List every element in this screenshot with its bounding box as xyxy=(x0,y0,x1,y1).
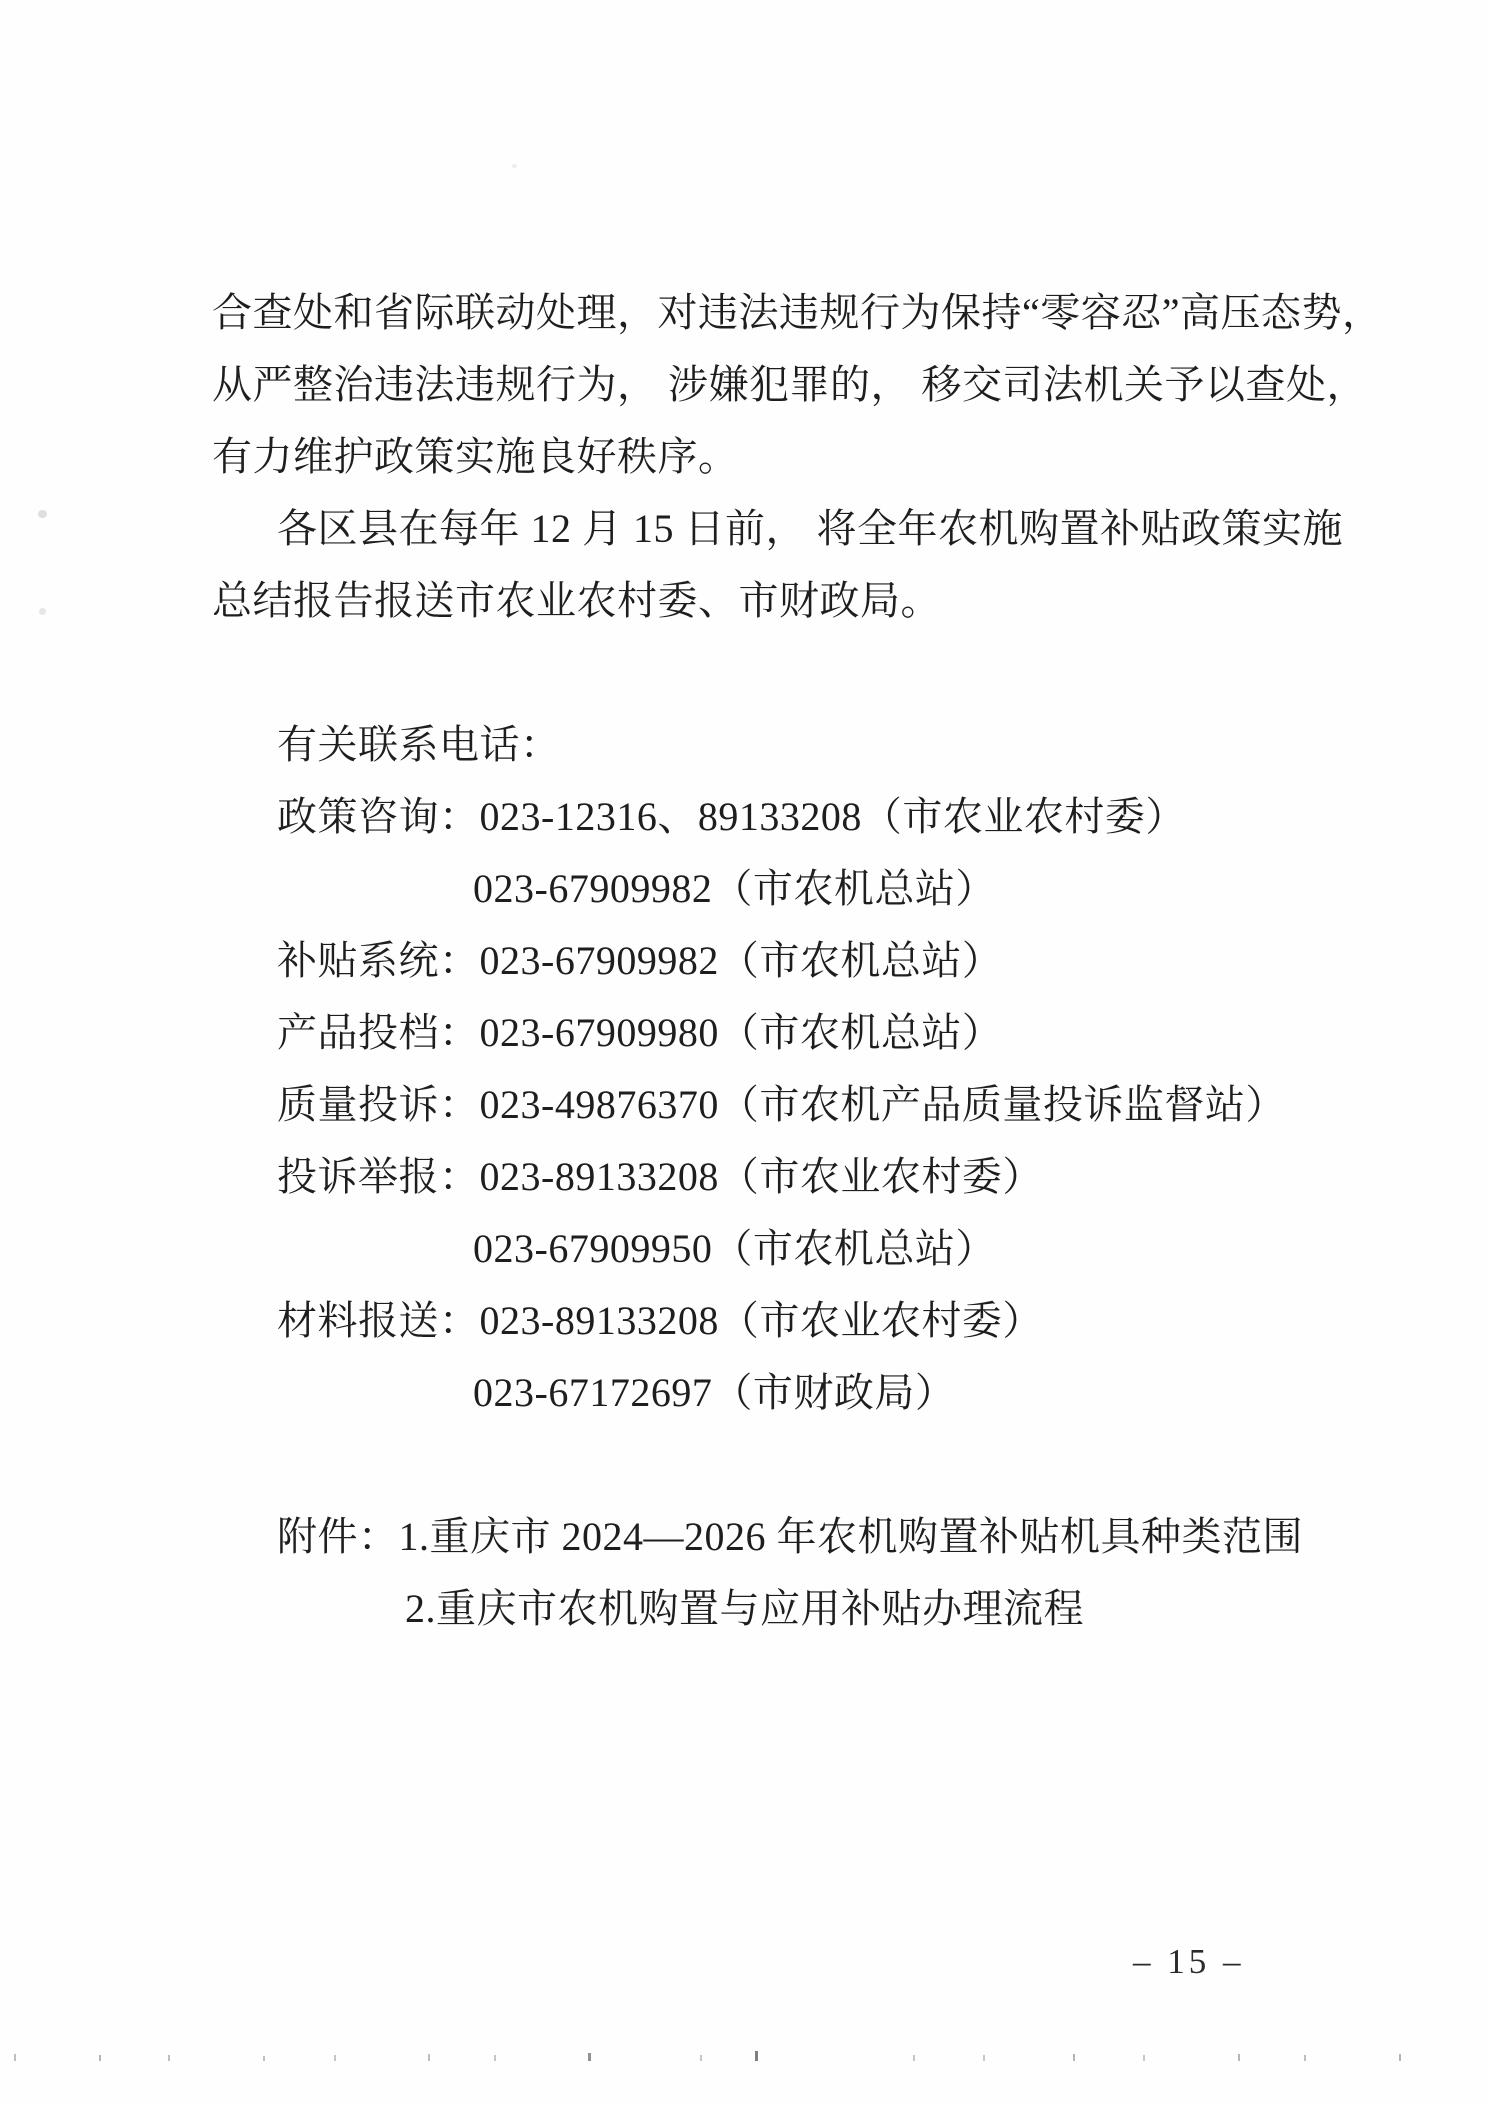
scan-noise-dot xyxy=(263,2056,265,2061)
contact-line-subsidy-system: 补贴系统：023-67909982（市农机总站） xyxy=(277,938,1003,983)
contact-line-quality-complaint: 质量投诉：023-49876370（市农机产品质量投诉监督站） xyxy=(277,1082,1286,1127)
scan-noise-dot xyxy=(14,2054,16,2061)
paragraph-line: 有力维护政策实施良好秩序。 xyxy=(212,434,739,479)
contact-line-material-submit-2: 023-67172697（市财政局） xyxy=(473,1370,956,1415)
scan-noise-dot xyxy=(1238,2054,1240,2061)
scan-noise-dot xyxy=(913,2055,915,2061)
scan-noise-dot xyxy=(494,2055,496,2061)
scan-noise-dot xyxy=(1143,2055,1145,2061)
paragraph-line: 总结报告报送市农业农村委、市财政局。 xyxy=(212,578,941,623)
scan-noise-dot xyxy=(99,2055,101,2061)
scan-noise-dot xyxy=(1399,2054,1401,2061)
scan-speck xyxy=(633,448,637,452)
scan-noise-dot xyxy=(168,2055,170,2061)
attachment-line-1: 附件：1.重庆市 2024—2026 年农机购置补贴机具种类范围 xyxy=(277,1514,1303,1559)
scan-noise-dot xyxy=(983,2055,985,2061)
contact-line-report: 投诉举报：023-89133208（市农业农村委） xyxy=(277,1154,1043,1199)
attachment-line-2: 2.重庆市农机购置与应用补贴办理流程 xyxy=(405,1586,1084,1631)
page-number: – 15 – xyxy=(1133,1942,1245,1981)
scan-speck xyxy=(39,608,46,615)
paragraph-line: 从严整治违法违规行为， 涉嫌犯罪的， 移交司法机关予以查处， xyxy=(212,362,1367,407)
scan-noise-dot xyxy=(1073,2054,1075,2061)
scan-noise-dot xyxy=(588,2053,591,2061)
contact-line-report-2: 023-67909950（市农机总站） xyxy=(473,1226,996,1271)
contact-line-policy: 政策咨询：023-12316、89133208（市农业农村委） xyxy=(277,794,1186,839)
contact-line-material-submit: 材料报送：023-89133208（市农业农村委） xyxy=(277,1298,1043,1343)
paragraph-line: 合查处和省际联动处理，对违法违规行为保持“零容忍”高压态势， xyxy=(212,290,1383,335)
scan-noise-dot xyxy=(428,2054,430,2061)
scan-noise-dot xyxy=(755,2051,758,2061)
contacts-heading: 有关联系电话： xyxy=(277,722,561,767)
contact-line-product-filing: 产品投档：023-67909980（市农机总站） xyxy=(277,1010,1003,1055)
contact-line-policy-2: 023-67909982（市农机总站） xyxy=(473,866,996,911)
scan-noise-dot xyxy=(1304,2055,1306,2061)
scan-speck xyxy=(38,510,47,518)
paragraph-line: 各区县在每年 12 月 15 日前， 将全年农机购置补贴政策实施 xyxy=(277,506,1343,551)
scan-noise-dot xyxy=(700,2055,702,2061)
scan-speck xyxy=(512,164,517,168)
scan-noise-dot xyxy=(334,2055,336,2061)
